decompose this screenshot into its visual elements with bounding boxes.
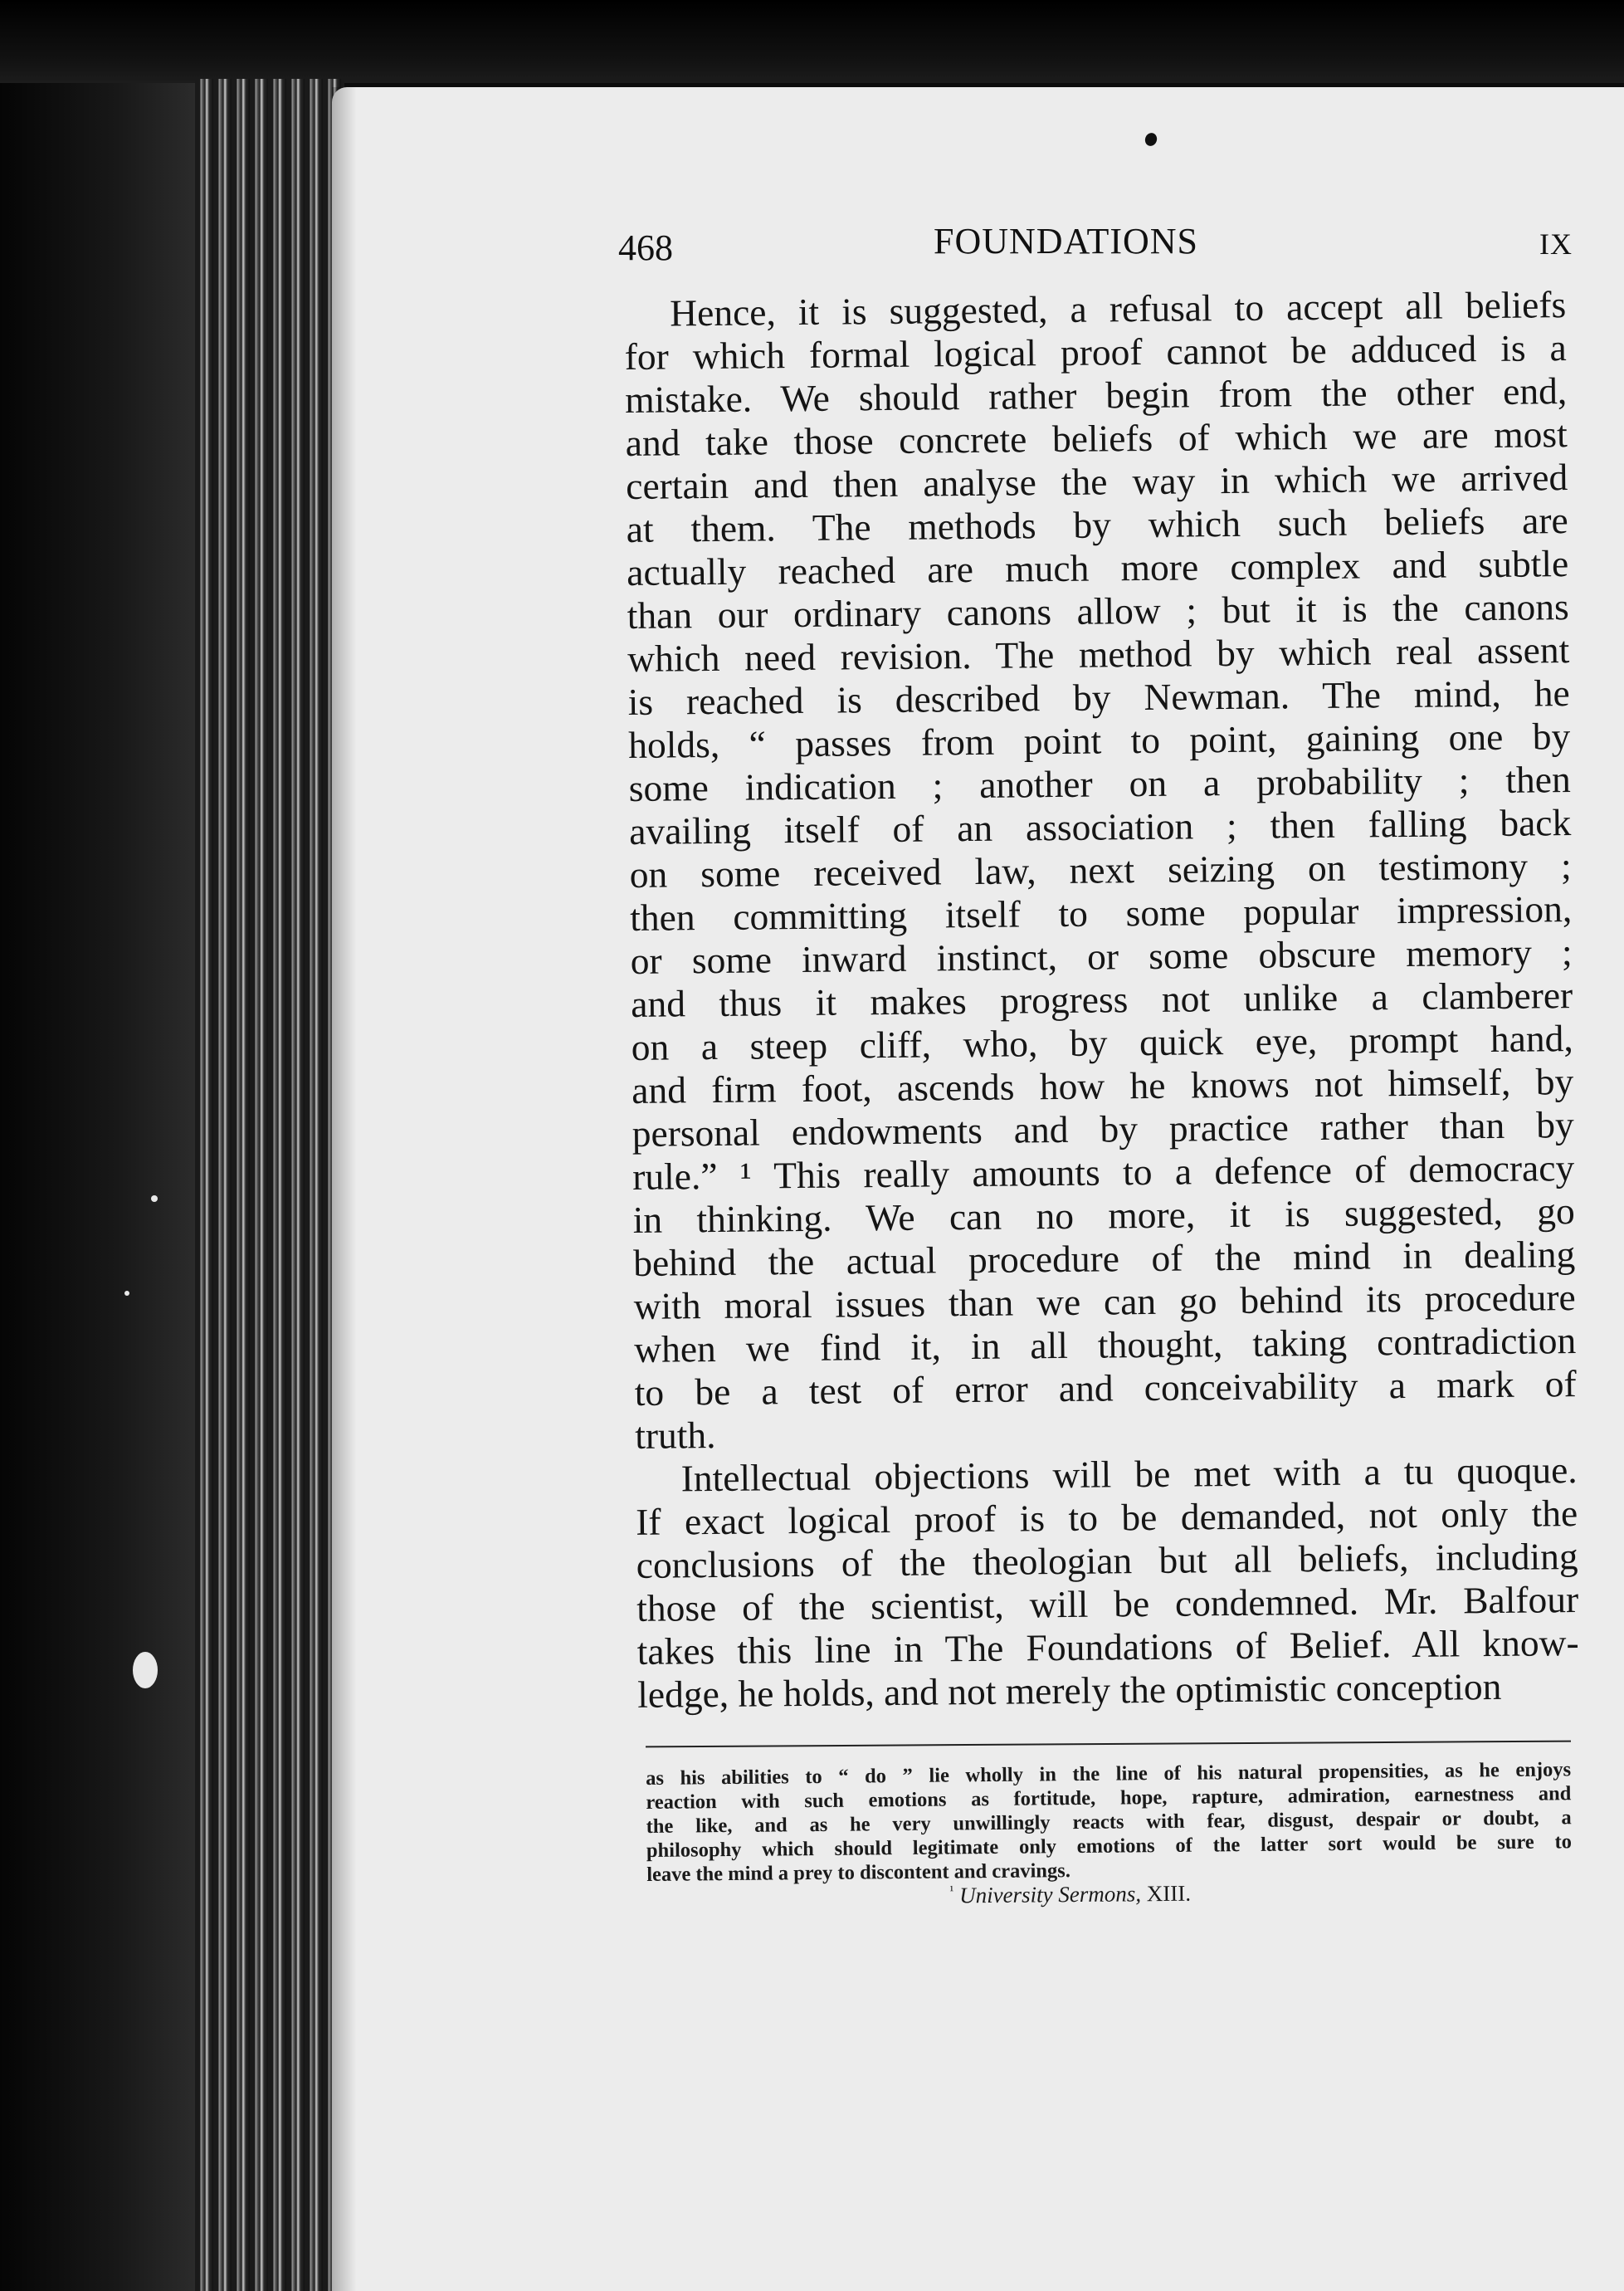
body-line: truth.	[634, 1414, 716, 1457]
page-number: 468	[618, 227, 673, 268]
body-line: conclusions of the theologian but all beliefs, including	[636, 1535, 1578, 1586]
top-shadow	[0, 0, 1624, 83]
body-line: which need revision. The method by which real assent	[627, 628, 1570, 680]
body-line: and take those concrete beliefs of which we are most	[625, 413, 1568, 464]
edge-speck	[124, 1291, 129, 1296]
page-gutter-shade	[332, 87, 357, 2291]
footnote-line: reaction with such emotions as fortitude, hope, rapture, admiration, earnestness and	[646, 1782, 1572, 1814]
body-line: or some inward instinct, or some obscure memory ;	[630, 931, 1573, 982]
body-line: ledge, he holds, and not merely the optimistic conception	[636, 1664, 1502, 1716]
edge-speck	[133, 1652, 158, 1688]
footnote-source-title: University Sermons,	[958, 1881, 1142, 1908]
footnote-marker: ¹	[949, 1883, 954, 1898]
body-line: holds, “ passes from point to point, gaining one by	[627, 715, 1571, 766]
body-line: personal endowments and by practice rather than by	[632, 1103, 1574, 1155]
footnote-line: leave the mind a prey to discontent and cravings.	[646, 1859, 1071, 1886]
edge-speck	[151, 1195, 158, 1202]
body-line: If exact logical proof is to be demanded, not only the	[635, 1492, 1578, 1543]
body-line: and firm foot, ascends how he knows not himself, by	[631, 1060, 1574, 1111]
body-line: than our ordinary canons allow ; but it is the canons	[627, 585, 1569, 637]
body-line: Hence, it is suggested, a refusal to accept all beliefs	[669, 283, 1567, 335]
footnotes	[646, 1757, 1573, 1911]
body-line: availing itself of an association ; then falling back	[628, 801, 1572, 852]
body-line: behind the actual procedure of the mind in dealing	[632, 1233, 1576, 1284]
body-line: in thinking. We can no more, it is suggested, go	[632, 1189, 1575, 1241]
body-line: with moral issues than we can go behind its procedure	[633, 1276, 1576, 1327]
page-stack-edge	[195, 79, 344, 2291]
footnote-line: as his abilities to “ do ” lie wholly in the line of his natural propensities, as he enjoys	[646, 1758, 1572, 1790]
body-line: rule.” ¹ This really amounts to a defence of democracy	[632, 1146, 1575, 1198]
body-line: Intellectual objections will be met with a tu quoque.	[680, 1448, 1578, 1500]
body-line: when we find it, in all thought, taking contradiction	[633, 1319, 1577, 1370]
body-line: actually reached are much more complex and subtle	[626, 542, 1569, 594]
chapter-number: IX	[1539, 227, 1573, 261]
body-line: is reached is described by Newman. The mind, he	[627, 672, 1570, 723]
body-line: certain and then analyse the way in which we arrived	[625, 456, 1568, 507]
body-line: those of the scientist, will be condemned. Mr. Balfour	[636, 1578, 1579, 1629]
body-line: mistake. We should rather begin from the other end,	[624, 369, 1568, 421]
body-line: on a steep cliff, who, by quick eye, prompt hand,	[631, 1017, 1573, 1068]
footnote-line: philosophy which should legitimate only emotions of the latter sort would be sure to	[646, 1830, 1573, 1862]
body-line: to be a test of error and conceivability a mark of	[634, 1362, 1577, 1414]
body-line: at them. The methods by which such beliefs are	[626, 499, 1568, 550]
footnote-continued	[646, 1757, 1572, 1887]
running-title: FOUNDATIONS	[934, 221, 1199, 261]
body-text	[624, 283, 1579, 1717]
body-line: some indication ; another on a probability ; then	[628, 758, 1571, 809]
body-line: on some received law, next seizing on testimony ;	[629, 844, 1572, 896]
body-line: then committing itself to some popular impression,	[629, 887, 1573, 939]
running-head	[618, 220, 1573, 278]
body-line: takes this line in The Foundations of Belief. All know-	[636, 1621, 1579, 1673]
footnote-source-ref: XIII.	[1146, 1880, 1192, 1907]
body-line: for which formal logical proof cannot be adduced is a	[624, 326, 1567, 378]
body-line: and thus it makes progress not unlike a clamberer	[630, 974, 1573, 1025]
footnote-line: the like, and as he very unwillingly reacts with fear, disgust, despair or doubt, a	[646, 1806, 1572, 1838]
book-edge-shadow	[0, 0, 195, 2291]
